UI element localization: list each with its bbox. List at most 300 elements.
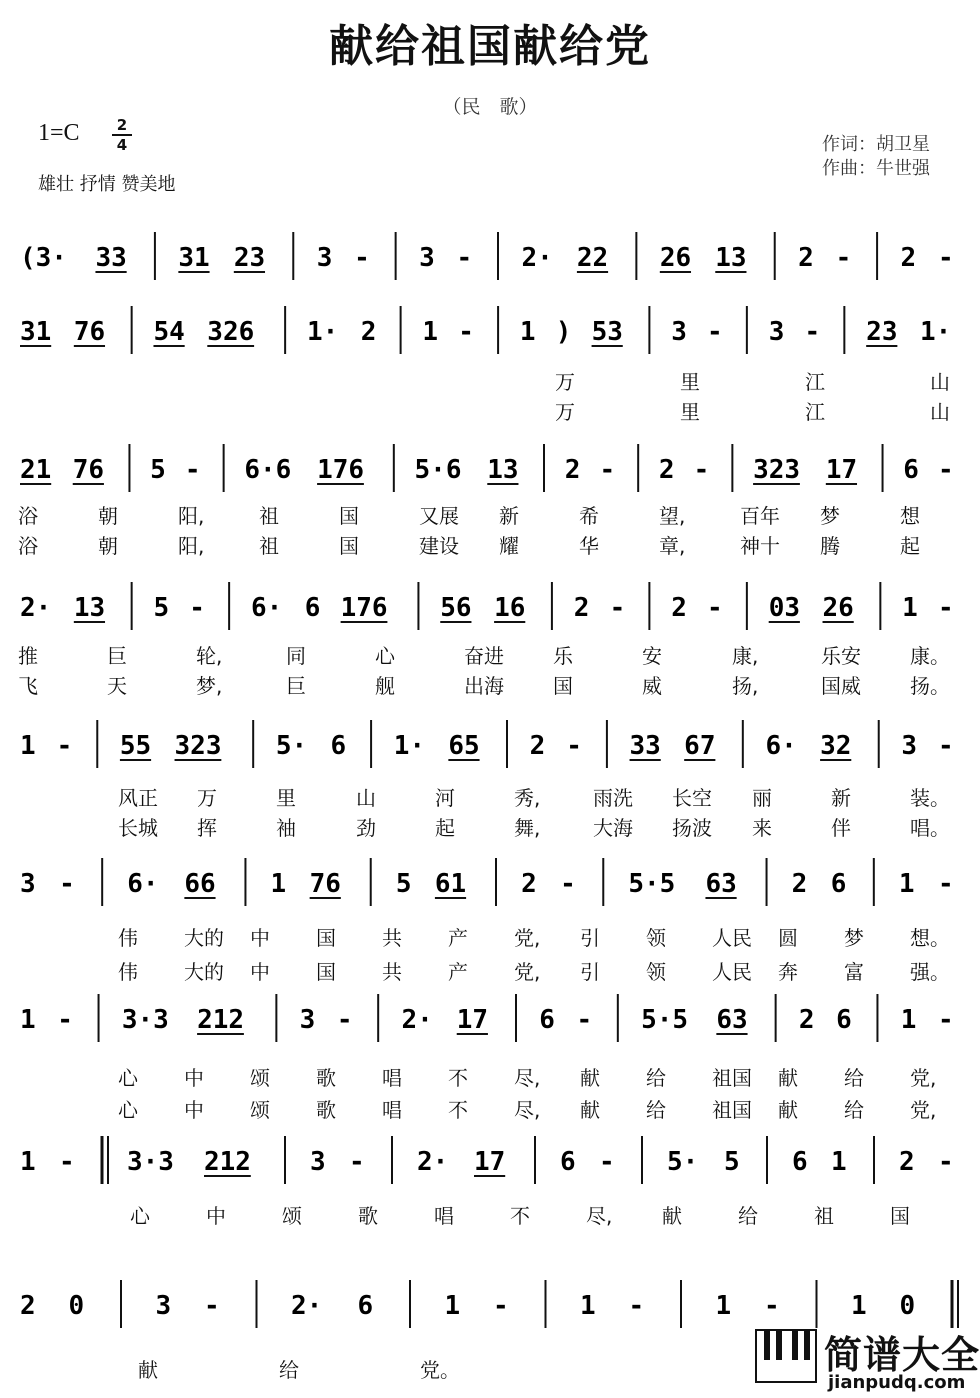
notation-svg xyxy=(18,1132,964,1188)
lyric-syllable: 心 xyxy=(375,644,395,668)
lyric-syllable: 心 xyxy=(130,1204,150,1228)
note-group: 5 xyxy=(150,455,166,485)
note-group: 1 xyxy=(902,593,918,623)
lyric-syllable: 不 xyxy=(448,1098,468,1122)
lyric-syllable: 乐安 xyxy=(821,644,861,668)
note-group: 1 xyxy=(20,731,36,761)
note-group: 5 xyxy=(153,593,170,623)
note-group: 13 xyxy=(73,593,106,623)
lyric-syllable: 祖国 xyxy=(712,1098,752,1122)
notation-row xyxy=(18,716,964,772)
note-group: 53 xyxy=(591,317,623,347)
note-group: 22 xyxy=(576,243,609,273)
lyric-syllable: 里 xyxy=(680,370,700,394)
lyric-syllable: 领 xyxy=(646,960,666,984)
note-group: 2· xyxy=(401,1005,433,1035)
lyric-syllable: 不 xyxy=(448,1066,468,1090)
note-group: 67 xyxy=(684,731,716,761)
lyric-syllable: 强。 xyxy=(910,960,950,984)
lyric-syllable: 党。 xyxy=(420,1358,460,1382)
note-group: 65 xyxy=(448,731,480,761)
lyric-syllable: 里 xyxy=(680,400,700,424)
lyric-syllable: 产 xyxy=(448,926,468,950)
lyric-syllable: 给 xyxy=(738,1204,758,1228)
note-group: 13 xyxy=(487,455,519,485)
lyric-syllable: 舰 xyxy=(375,674,395,698)
note-group: 5· xyxy=(275,731,308,761)
lyric-syllable: 扬。 xyxy=(910,674,950,698)
note-group: 63 xyxy=(705,869,737,899)
lyric-syllable: 富 xyxy=(844,960,864,984)
site-logo xyxy=(750,1322,980,1394)
lyric-syllable: 扬波 xyxy=(672,816,712,840)
lyric-syllable: 梦 xyxy=(844,926,864,950)
lyric-syllable: 国 xyxy=(316,960,336,984)
note-group: - xyxy=(938,869,954,899)
note-group: 5·5 xyxy=(641,1005,689,1035)
note-group: 2 xyxy=(521,869,537,899)
note-group: - xyxy=(938,593,954,623)
note-group: 31 xyxy=(20,317,52,347)
note-group: 6 xyxy=(792,1147,808,1177)
lyric-syllable: 给 xyxy=(844,1098,864,1122)
notation-row xyxy=(18,854,964,910)
note-group: 1 xyxy=(900,1005,917,1035)
lyricist-credit: 作词：胡卫星 xyxy=(822,134,930,155)
note-group: 31 xyxy=(178,243,210,273)
lyric-syllable: 献 xyxy=(662,1204,682,1228)
note-group: 26 xyxy=(659,243,692,273)
note-group: - xyxy=(938,731,954,761)
lyric-syllable: 梦 xyxy=(820,504,840,528)
note-group: 6·6 xyxy=(244,455,292,485)
lyric-syllable: 国 xyxy=(553,674,573,698)
lyric-syllable: 长城 xyxy=(118,816,158,840)
lyric-syllable: 华 xyxy=(579,534,599,558)
lyric-syllable: 阳, xyxy=(178,504,205,528)
lyric-syllable: 新 xyxy=(499,504,519,528)
note-group: 3 xyxy=(299,1005,316,1035)
lyric-syllable: 颂 xyxy=(282,1204,302,1228)
lyric-syllable: 出海 xyxy=(464,674,504,698)
note-group: 13 xyxy=(715,243,747,273)
lyric-syllable: 天 xyxy=(107,674,127,698)
note-group: 212 xyxy=(204,1147,251,1177)
note-group: 3 xyxy=(768,317,785,347)
lyric-syllable: 国 xyxy=(339,534,359,558)
note-group: - xyxy=(56,731,73,761)
lyric-syllable: 飞 xyxy=(18,674,38,698)
note-group: 2 xyxy=(360,317,377,347)
lyric-syllable: 颂 xyxy=(250,1098,270,1122)
note-group: 2 xyxy=(671,593,687,623)
lyric-syllable: 给 xyxy=(844,1066,864,1090)
notation-row xyxy=(18,578,964,634)
lyric-syllable: 尽, xyxy=(514,1098,541,1122)
lyric-syllable: 唱 xyxy=(382,1098,402,1122)
note-group: 1 xyxy=(519,317,536,347)
lyric-syllable: 巨 xyxy=(107,644,127,668)
lyric-syllable: 不 xyxy=(510,1204,530,1228)
lyric-syllable: 阳, xyxy=(178,534,205,558)
lyric-syllable: 神十 xyxy=(740,534,780,558)
note-group: 1 xyxy=(831,1147,847,1177)
lyric-syllable: 康, xyxy=(732,644,759,668)
lyric-syllable: 望, xyxy=(659,504,686,528)
note-group: 2 xyxy=(529,731,546,761)
lyric-syllable: 挥 xyxy=(197,816,217,840)
lyric-syllable: 起 xyxy=(900,534,920,558)
note-group: 26 xyxy=(822,593,854,623)
lyric-syllable: 党, xyxy=(910,1098,937,1122)
note-group: 6· xyxy=(127,869,159,899)
note-group: 2· xyxy=(417,1147,449,1177)
lyric-syllable: 国 xyxy=(890,1204,910,1228)
lyric-syllable: 给 xyxy=(279,1358,299,1382)
note-group: 5·6 xyxy=(414,455,462,485)
note-group: - xyxy=(456,243,473,273)
note-group: - xyxy=(764,1291,780,1321)
lyric-syllable: 唱。 xyxy=(910,816,950,840)
note-group: 16 xyxy=(494,593,526,623)
lyric-syllable: 引 xyxy=(580,926,600,950)
lyric-syllable: 圆 xyxy=(778,926,798,950)
lyric-syllable: 歌 xyxy=(316,1098,336,1122)
note-group: 66 xyxy=(184,869,216,899)
note-group: - xyxy=(693,455,710,485)
note-group: 61 xyxy=(434,869,467,899)
lyric-syllable: 领 xyxy=(646,926,666,950)
lyric-syllable: 舞, xyxy=(514,816,541,840)
note-group: 2 xyxy=(899,1147,915,1177)
composer-credit: 作曲：牛世强 xyxy=(822,158,930,179)
key-signature: 1=C xyxy=(38,120,80,146)
genre-label: （民 歌） xyxy=(442,96,538,118)
page-title: 献给祖国献给党 xyxy=(329,21,651,72)
notation-row xyxy=(18,990,964,1046)
note-group: 3 xyxy=(671,317,687,347)
lyric-syllable: 唱 xyxy=(434,1204,454,1228)
note-group: 1 xyxy=(20,1005,36,1035)
lyric-syllable: 献 xyxy=(580,1066,600,1090)
note-group: 323 xyxy=(753,455,801,485)
note-group: 176 xyxy=(340,593,388,623)
note-group: 2 xyxy=(791,869,808,899)
lyric-syllable: 颂 xyxy=(250,1066,270,1090)
lyric-syllable: 建设 xyxy=(419,534,459,558)
notation-row xyxy=(18,440,964,496)
lyric-syllable: 产 xyxy=(448,960,468,984)
note-group: - xyxy=(59,1147,75,1177)
lyric-syllable: 万 xyxy=(555,400,575,424)
note-group: 3 xyxy=(419,243,435,273)
lyric-syllable: 奔 xyxy=(778,960,798,984)
lyric-syllable: 人民 xyxy=(712,960,752,984)
lyric-syllable: 党, xyxy=(910,1066,937,1090)
logo-url: jianpudq.com xyxy=(828,1372,966,1393)
note-group: 6 xyxy=(830,869,847,899)
lyric-syllable: 万 xyxy=(197,786,217,810)
note-group: 176 xyxy=(317,455,365,485)
lyric-syllable: 装。 xyxy=(910,786,950,810)
note-group: 6 xyxy=(560,1147,576,1177)
lyric-syllable: 献 xyxy=(138,1358,158,1382)
note-group: 3·3 xyxy=(121,1005,169,1035)
note-group: 2 xyxy=(564,455,581,485)
lyric-syllable: 山 xyxy=(356,786,376,810)
lyric-syllable: 劲 xyxy=(356,816,376,840)
lyric-syllable: 浴 xyxy=(18,534,38,558)
tempo-marking: 雄壮 抒情 赞美地 xyxy=(38,174,176,195)
lyric-syllable: 大海 xyxy=(593,816,633,840)
note-group: ) xyxy=(555,317,572,347)
note-group: - xyxy=(938,455,954,485)
note-group: 6 xyxy=(836,1005,852,1035)
note-group: 33 xyxy=(629,731,661,761)
lyric-syllable: 起 xyxy=(435,816,455,840)
note-group: 33 xyxy=(95,243,127,273)
note-group: 76 xyxy=(309,869,341,899)
note-group: 3 xyxy=(901,731,918,761)
lyric-syllable: 唱 xyxy=(382,1066,402,1090)
note-group: 6· xyxy=(765,731,797,761)
lyric-syllable: 歌 xyxy=(358,1204,378,1228)
lyric-syllable: 伴 xyxy=(831,816,851,840)
note-group: 1 xyxy=(580,1291,596,1321)
lyric-syllable: 朝 xyxy=(98,504,118,528)
note-group: 5 xyxy=(395,869,412,899)
note-group: - xyxy=(336,1005,353,1035)
note-group: - xyxy=(560,869,576,899)
lyric-syllable: 希 xyxy=(579,504,599,528)
lyric-syllable: 想。 xyxy=(910,926,950,950)
lyric-syllable: 共 xyxy=(382,926,402,950)
note-group: - xyxy=(938,1005,954,1035)
notation-svg xyxy=(18,990,964,1046)
notation-row xyxy=(18,302,964,358)
note-group: 17 xyxy=(825,455,858,485)
note-group: 54 xyxy=(153,317,185,347)
note-group: 03 xyxy=(768,593,801,623)
lyric-syllable: 国 xyxy=(316,926,336,950)
note-group: 17 xyxy=(456,1005,489,1035)
note-group: 2 xyxy=(573,593,590,623)
note-group: - xyxy=(804,317,821,347)
notation-row xyxy=(18,1132,964,1188)
lyric-syllable: 献 xyxy=(778,1098,798,1122)
note-group: - xyxy=(458,317,474,347)
note-group: 5· xyxy=(667,1147,699,1177)
note-group: (3· xyxy=(20,243,67,273)
note-group: - xyxy=(707,317,723,347)
note-group: - xyxy=(707,593,723,623)
lyric-syllable: 梦, xyxy=(196,674,223,698)
lyric-syllable: 祖 xyxy=(259,534,279,558)
lyric-syllable: 长空 xyxy=(672,786,712,810)
lyric-syllable: 奋进 xyxy=(464,644,504,668)
lyric-syllable: 推 xyxy=(18,644,38,668)
note-group: 1 xyxy=(715,1291,732,1321)
note-group: 3 xyxy=(310,1147,326,1177)
lyric-syllable: 中 xyxy=(250,960,270,984)
note-group: 56 xyxy=(440,593,472,623)
note-group: 76 xyxy=(73,317,106,347)
note-group: 1· xyxy=(920,317,952,347)
lyric-syllable: 国 xyxy=(339,504,359,528)
note-group: 2 xyxy=(20,1291,36,1321)
note-group: 3 xyxy=(20,869,36,899)
note-group: 5 xyxy=(724,1147,740,1177)
lyric-syllable: 同 xyxy=(286,644,306,668)
lyric-syllable: 心 xyxy=(118,1066,138,1090)
note-group: 6 xyxy=(304,593,321,623)
note-group: - xyxy=(354,243,370,273)
note-group: 0 xyxy=(899,1291,916,1321)
lyric-syllable: 中 xyxy=(184,1066,204,1090)
lyric-syllable: 人民 xyxy=(712,926,752,950)
note-group: 23 xyxy=(233,243,266,273)
note-group: 5·5 xyxy=(628,869,676,899)
note-group: - xyxy=(493,1291,509,1321)
lyric-syllable: 河 xyxy=(435,786,455,810)
note-group: 2 xyxy=(798,1005,815,1035)
lyric-syllable: 秀, xyxy=(514,786,541,810)
lyric-syllable: 耀 xyxy=(499,534,519,558)
lyric-syllable: 共 xyxy=(382,960,402,984)
logo-text: 简谱大全 xyxy=(824,1333,980,1377)
lyric-syllable: 新 xyxy=(831,786,851,810)
notation-row xyxy=(18,228,964,284)
note-group: - xyxy=(576,1005,593,1035)
lyric-syllable: 党, xyxy=(514,960,541,984)
lyric-syllable: 尽, xyxy=(586,1204,613,1228)
lyric-syllable: 雨洗 xyxy=(593,786,633,810)
note-group: - xyxy=(599,455,616,485)
lyric-syllable: 浴 xyxy=(18,504,38,528)
lyric-syllable: 百年 xyxy=(740,504,780,528)
lyric-syllable: 风正 xyxy=(118,786,158,810)
note-group: 212 xyxy=(197,1005,245,1035)
lyric-syllable: 中 xyxy=(250,926,270,950)
lyric-syllable: 扬, xyxy=(732,674,759,698)
note-group: 6· xyxy=(250,593,283,623)
lyric-syllable: 祖 xyxy=(259,504,279,528)
lyric-syllable: 康。 xyxy=(910,644,950,668)
note-group: - xyxy=(57,1005,73,1035)
lyric-syllable: 歌 xyxy=(316,1066,336,1090)
lyric-syllable: 山 xyxy=(930,370,950,394)
lyric-syllable: 威 xyxy=(642,674,662,698)
lyric-syllable: 伟 xyxy=(118,960,138,984)
time-top: 2 xyxy=(116,116,128,134)
note-group: 326 xyxy=(207,317,255,347)
note-group: - xyxy=(59,869,75,899)
lyric-syllable: 丽 xyxy=(752,786,772,810)
note-group: 2 xyxy=(798,243,814,273)
note-group: 3·3 xyxy=(127,1147,174,1177)
note-group: - xyxy=(938,1147,954,1177)
note-group: 63 xyxy=(716,1005,748,1035)
lyric-syllable: 尽, xyxy=(514,1066,541,1090)
note-group: 2· xyxy=(521,243,553,273)
note-group: 2 xyxy=(658,455,675,485)
notation-svg xyxy=(18,854,964,910)
note-group: 23 xyxy=(866,317,898,347)
lyric-syllable: 巨 xyxy=(286,674,306,698)
lyric-syllable: 来 xyxy=(752,816,772,840)
notation-svg xyxy=(18,228,964,284)
time-signature xyxy=(112,117,132,153)
note-group: 0 xyxy=(68,1291,85,1321)
note-group: 1 xyxy=(422,317,439,347)
lyric-syllable: 轮, xyxy=(196,644,223,668)
note-group: 1 xyxy=(851,1291,867,1321)
lyric-syllable: 给 xyxy=(646,1098,666,1122)
note-group: 323 xyxy=(174,731,222,761)
lyric-syllable: 中 xyxy=(206,1204,226,1228)
note-group: - xyxy=(599,1147,615,1177)
lyric-syllable: 中 xyxy=(184,1098,204,1122)
lyric-syllable: 又展 xyxy=(419,504,459,528)
lyric-syllable: 大的 xyxy=(184,926,224,950)
lyric-syllable: 伟 xyxy=(118,926,138,950)
note-group: - xyxy=(189,593,205,623)
note-group: - xyxy=(628,1291,645,1321)
lyric-syllable: 袖 xyxy=(276,816,296,840)
note-group: 3 xyxy=(155,1291,172,1321)
note-group: 2· xyxy=(291,1291,323,1321)
note-group: 32 xyxy=(820,731,852,761)
lyric-syllable: 腾 xyxy=(820,534,840,558)
lyric-syllable: 万 xyxy=(555,370,575,394)
lyric-syllable: 乐 xyxy=(553,644,573,668)
note-group: - xyxy=(566,731,582,761)
note-group: 1 xyxy=(444,1291,461,1321)
notation-svg xyxy=(18,578,964,634)
note-group: - xyxy=(835,243,852,273)
notation-svg xyxy=(18,440,964,496)
note-group: - xyxy=(349,1147,365,1177)
lyric-syllable: 献 xyxy=(580,1098,600,1122)
lyric-syllable: 朝 xyxy=(98,534,118,558)
lyric-syllable: 引 xyxy=(580,960,600,984)
note-group: 17 xyxy=(474,1147,506,1177)
note-group: 6 xyxy=(357,1291,374,1321)
note-group: 1 xyxy=(20,1147,36,1177)
notation-svg xyxy=(18,716,964,772)
note-group: 1· xyxy=(306,317,339,347)
lyric-syllable: 给 xyxy=(646,1066,666,1090)
note-group: 3 xyxy=(316,243,333,273)
lyric-syllable: 党, xyxy=(514,926,541,950)
note-group: 6 xyxy=(539,1005,555,1035)
notation-svg xyxy=(18,302,964,358)
note-group: 6 xyxy=(330,731,347,761)
note-group: 6 xyxy=(903,455,919,485)
lyric-syllable: 江 xyxy=(805,400,825,424)
lyric-syllable: 献 xyxy=(778,1066,798,1090)
note-group: 21 xyxy=(20,455,52,485)
note-group: - xyxy=(609,593,626,623)
note-group: - xyxy=(204,1291,220,1321)
note-group: 55 xyxy=(119,731,152,761)
note-group: 1 xyxy=(898,869,915,899)
lyric-syllable: 安 xyxy=(642,644,662,668)
lyric-syllable: 想 xyxy=(900,504,920,528)
lyric-syllable: 章, xyxy=(659,534,686,558)
note-group: 1· xyxy=(393,731,426,761)
lyric-syllable: 里 xyxy=(276,786,296,810)
